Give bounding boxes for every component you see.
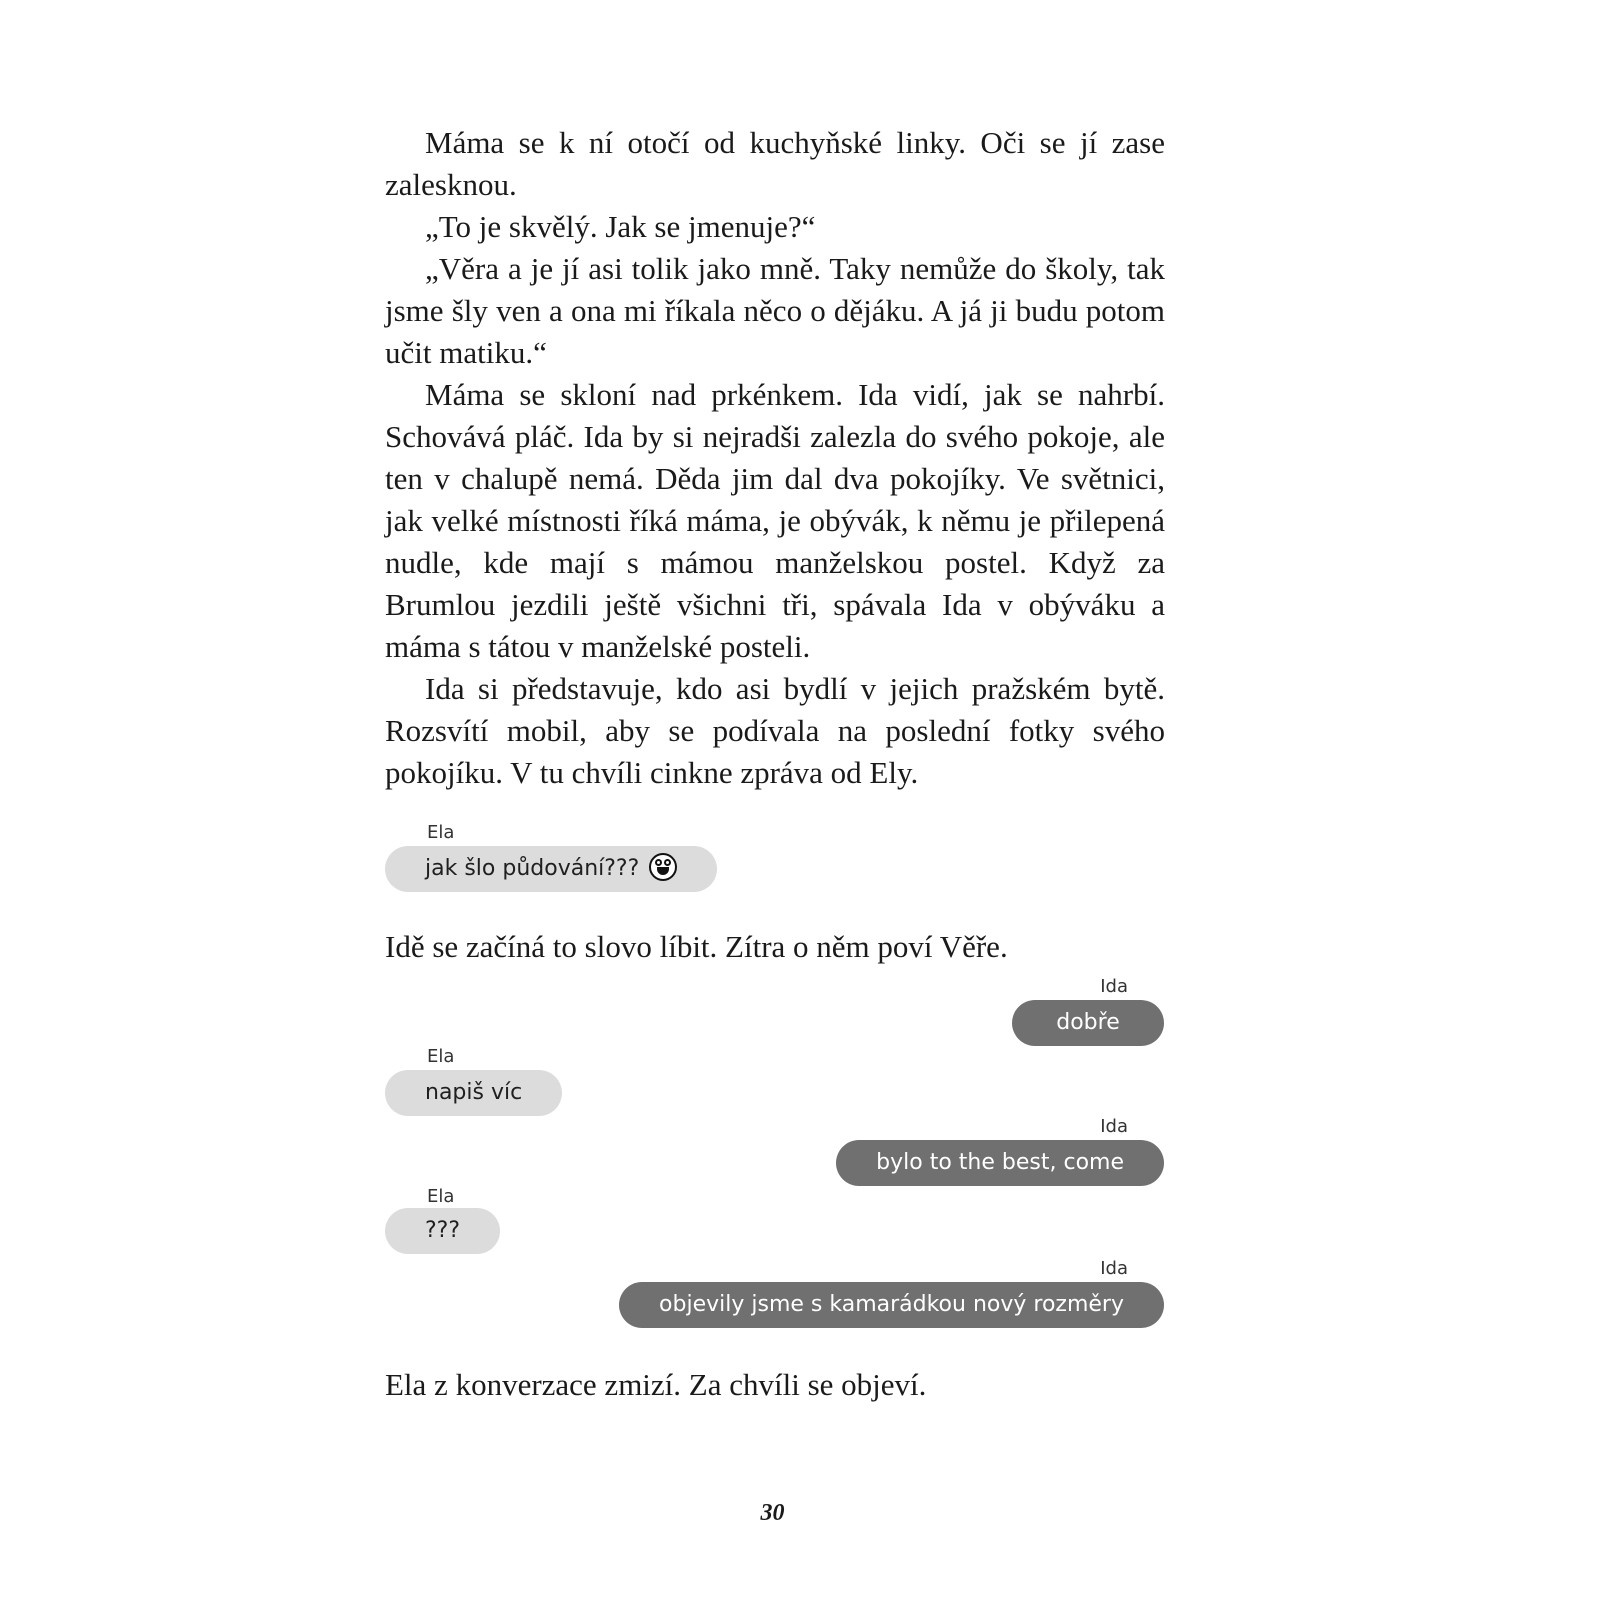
chat-bubble-incoming [385, 1208, 500, 1254]
chat-bubble-outgoing [836, 1140, 1164, 1186]
story-paragraph: Máma se k ní otočí od kuchyňské linky. Oči se jí zase zalesknou. [385, 125, 1165, 202]
chat-sender-label: Ida [1100, 1116, 1128, 1137]
story-text [385, 122, 1165, 794]
story-paragraph: Ida si představuje, kdo asi bydlí v jejich pražském bytě. Rozsvítí mobil, aby se podívala na poslední fotky svého pokojíku. V tu chvíli cinkne zpráva od Ely. [385, 671, 1165, 790]
page-number: 30 [760, 1500, 785, 1526]
chat-bubble-outgoing [1012, 1000, 1164, 1046]
chat-sender-label: Ela [427, 1186, 455, 1207]
chat-bubble-incoming [385, 1070, 562, 1116]
chat-message-text: objevily jsme s kamarádkou nový rozměry [659, 1292, 1124, 1317]
chat-sender-label: Ida [1100, 976, 1128, 997]
laughing-smiley-icon [649, 853, 677, 881]
chat-sender-label: Ela [427, 822, 455, 843]
chat-message-text: jak šlo půdování??? [425, 856, 640, 881]
chat-message-text: napiš víc [425, 1080, 523, 1105]
chat-message-text: dobře [1056, 1010, 1120, 1035]
story-paragraph: „To je skvělý. Jak se jmenuje?“ [425, 209, 816, 244]
chat-sender-label: Ida [1100, 1258, 1128, 1279]
story-paragraph: „Věra a je jí asi tolik jako mně. Taky nemůže do školy, tak jsme šly ven a ona mi říkala něco o dějáku. A já ji budu potom učit matiku.“ [385, 251, 1165, 370]
story-paragraph: Máma se skloní nad prkénkem. Ida vidí, jak se nahrbí. Schovává pláč. Ida by si nejradši zalezla do svého pokoje, ale ten v chalupě nemá. Děda jim dal dva pokojíky. Ve světnici, jak velké místnosti říká máma, je obývák, k němu je přilepená nudle, kde mají s mámou manželskou postel. Když za Brumlou jezdili ještě všichni tři, spávala Ida v obýváku a máma s tátou v manželské posteli. [385, 377, 1165, 664]
chat-message-text: ??? [425, 1218, 461, 1243]
story-closing: Ela z konverzace zmizí. Za chvíli se objeví. [385, 1367, 927, 1402]
chat-bubble-outgoing [619, 1282, 1164, 1328]
chat-message-text: bylo to the best, come [876, 1150, 1124, 1175]
chat-sender-label: Ela [427, 1046, 455, 1067]
chat-bubble-incoming [385, 846, 717, 892]
story-interlude: Idě se začíná to slovo líbit. Zítra o něm poví Věře. [385, 929, 1008, 964]
